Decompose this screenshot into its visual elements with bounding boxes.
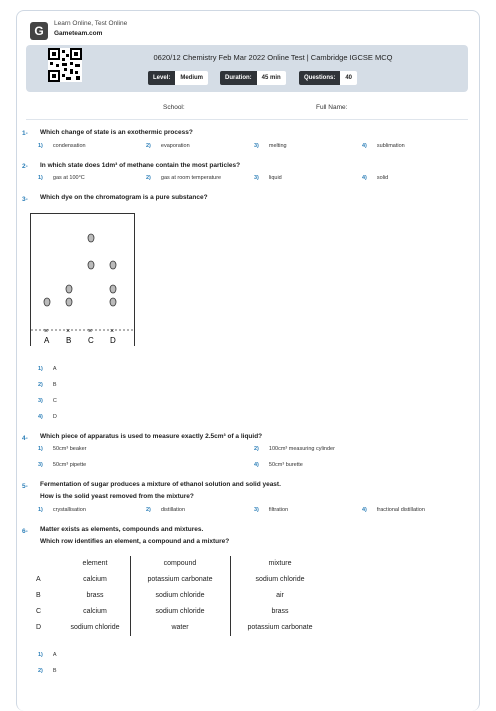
- column-header: mixture: [268, 560, 292, 567]
- question-text: Matter exists as elements, compounds and mixtures.: [40, 526, 204, 533]
- test-header: [26, 45, 468, 92]
- questions-badge: [299, 71, 357, 85]
- questions-value: 40: [340, 71, 357, 85]
- question-number: 1-: [22, 130, 28, 137]
- table-cell: water: [171, 624, 189, 631]
- level-label: Level:: [148, 71, 175, 85]
- school-label: School:: [163, 104, 185, 111]
- question-text: Which dye on the chromatogram is a pure substance?: [40, 194, 208, 201]
- answer-option[interactable]: 4) fractional distillation: [362, 507, 425, 513]
- brand-site: Gameteam.com: [54, 30, 103, 37]
- question-text-line2: How is the solid yeast removed from the mixture?: [40, 493, 194, 500]
- chromatogram: [30, 213, 135, 346]
- question-number: 6-: [22, 528, 28, 535]
- row-label: B: [36, 592, 41, 599]
- row-label: C: [36, 608, 42, 615]
- question-text: In which state does 1dm³ of methane contain the most particles?: [40, 162, 241, 169]
- column-header: element: [82, 560, 108, 567]
- test-title: 0620/12 Chemistry Feb Mar 2022 Online Test | Cambridge IGCSE MCQ: [153, 53, 393, 62]
- svg-text:×: ×: [110, 328, 115, 335]
- brand-tagline: Learn Online, Test Online: [54, 20, 128, 27]
- answer-option[interactable]: 3) 50cm³ pipette: [38, 462, 87, 468]
- row-label: D: [36, 624, 42, 631]
- table-header-row: [30, 560, 330, 574]
- question-number: 5-: [22, 483, 28, 490]
- svg-text:×: ×: [88, 328, 93, 335]
- question-text-line2: Which row identifies an element, a compound and a mixture?: [40, 538, 230, 545]
- answer-option[interactable]: 3) filtration: [254, 507, 289, 513]
- answer-option[interactable]: 2) distillation: [146, 507, 186, 513]
- table-row: [30, 576, 330, 590]
- answer-option[interactable]: 4) 50cm³ burette: [254, 462, 303, 468]
- question-text: Fermentation of sugar produces a mixture of ethanol solution and solid yeast.: [40, 481, 281, 488]
- answer-option[interactable]: 1) condensation: [38, 143, 86, 149]
- answer-option[interactable]: 3) C: [38, 398, 57, 404]
- answer-option[interactable]: 4) D: [38, 414, 57, 420]
- answer-option[interactable]: 1) A: [38, 366, 57, 372]
- table-row: [30, 592, 330, 606]
- answer-option[interactable]: 2) gas at room temperature: [146, 175, 222, 181]
- answer-option[interactable]: 2) evaporation: [146, 143, 190, 149]
- question-number: 3-: [22, 196, 28, 203]
- answer-option[interactable]: 2) 100cm³ measuring cylinder: [254, 446, 335, 452]
- lane-label: D: [110, 336, 116, 345]
- answer-option[interactable]: 3) liquid: [254, 175, 282, 181]
- svg-text:×: ×: [66, 328, 71, 335]
- table-cell: sodium chloride: [155, 608, 205, 615]
- duration-value: 45 min: [257, 71, 286, 85]
- answer-option[interactable]: 1) crystallisation: [38, 507, 86, 513]
- answer-option[interactable]: 1) A: [38, 652, 57, 658]
- question-number: 4-: [22, 435, 28, 442]
- chromatogram-diagram: [31, 214, 134, 346]
- table-cell: calcium: [83, 608, 107, 615]
- lane-label: C: [88, 336, 94, 345]
- table-cell: brass: [271, 608, 289, 615]
- level-badge: [148, 71, 208, 85]
- table-row: [30, 608, 330, 622]
- question-text: Which change of state is an exothermic process?: [40, 129, 193, 136]
- lane-label: B: [66, 336, 72, 345]
- table-cell: sodium chloride: [70, 624, 120, 631]
- duration-label: Duration:: [220, 71, 257, 85]
- row-label: A: [36, 576, 41, 583]
- answer-option[interactable]: 1) gas at 100°C: [38, 175, 85, 181]
- answer-option[interactable]: 3) melting: [254, 143, 287, 149]
- questions-label: Questions:: [299, 71, 340, 85]
- answer-option[interactable]: 2) B: [38, 382, 57, 388]
- answer-option[interactable]: 2) B: [38, 668, 57, 674]
- question-text: Which piece of apparatus is used to measure exactly 2.5cm³ of a liquid?: [40, 433, 263, 440]
- table-cell: potassium carbonate: [247, 624, 313, 631]
- qr-code-icon: [48, 48, 82, 82]
- table-cell: calcium: [83, 576, 107, 583]
- lane-label: A: [44, 336, 50, 345]
- duration-badge: [220, 71, 286, 85]
- answer-option[interactable]: 4) solid: [362, 175, 389, 181]
- table-cell: sodium chloride: [255, 576, 305, 583]
- table-cell: sodium chloride: [155, 592, 205, 599]
- table-row: [30, 624, 330, 638]
- answer-option[interactable]: 1) 50cm³ beaker: [38, 446, 87, 452]
- level-value: Medium: [175, 71, 208, 85]
- full-name-label: Full Name:: [316, 104, 348, 111]
- table-cell: air: [276, 592, 284, 599]
- svg-text:×: ×: [44, 328, 49, 335]
- column-header: compound: [163, 560, 197, 567]
- question-number: 2-: [22, 163, 28, 170]
- table-cell: potassium carbonate: [147, 576, 213, 583]
- table-cell: brass: [86, 592, 104, 599]
- logo-icon: G: [30, 22, 48, 40]
- divider: [26, 119, 468, 120]
- answer-option[interactable]: 4) sublimation: [362, 143, 405, 149]
